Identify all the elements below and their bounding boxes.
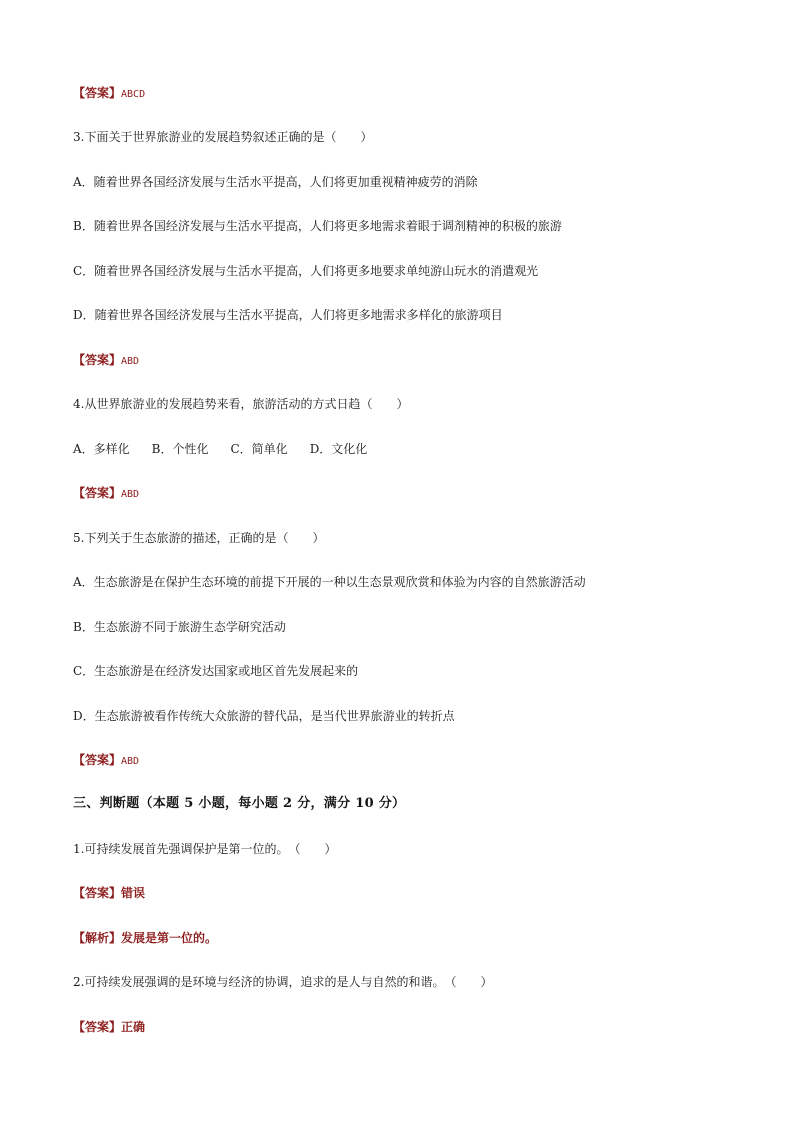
analysis-value: 发展是第一位的。 <box>121 931 218 945</box>
analysis-line-j1 <box>73 930 217 946</box>
answer-value: ABD <box>121 489 140 500</box>
answer-line-q5 <box>73 752 139 770</box>
answer-value: ABCD <box>121 89 146 100</box>
judgement-1-stem: 1.可持续发展首先强调保护是第一位的。 （ ） <box>73 842 337 856</box>
answer-value: ABD <box>121 356 140 367</box>
question-3-option-c: C．随着世界各国经济发展与生活水平提高，人们将更多地要求单纯游山玩水的消遣观光 <box>73 264 539 278</box>
answer-value: 正确 <box>121 1020 146 1034</box>
answer-value: ABD <box>121 756 140 767</box>
question-5-stem: 5.下列关于生态旅游的描述，正确的是（ ） <box>73 531 325 545</box>
question-5-option-c: C．生态旅游是在经济发达国家或地区首先发展起来的 <box>73 664 359 678</box>
question-3-option-a: A．随着世界各国经济发展与生活水平提高，人们将更加重视精神疲劳的消除 <box>73 175 478 189</box>
answer-line-q4 <box>73 485 139 503</box>
answer-tag: 【答案】 <box>73 353 122 367</box>
answer-tag: 【答案】 <box>73 1020 122 1034</box>
section-heading-judgement: 三、判断题（本题 5 小题，每小题 2 分，满分 10 分） <box>73 796 406 811</box>
question-3-option-b: B．随着世界各国经济发展与生活水平提高，人们将更多地需求着眼于调剂精神的积极的旅游 <box>73 219 562 233</box>
answer-line-j1 <box>73 885 145 901</box>
answer-tag: 【答案】 <box>73 753 122 767</box>
answer-line-q3 <box>73 352 139 370</box>
question-4-stem: 4.从世界旅游业的发展趋势来看，旅游活动的方式日趋（ ） <box>73 397 409 411</box>
answer-line-j2 <box>73 1019 145 1035</box>
answer-line-q2 <box>73 85 145 103</box>
answer-value: 错误 <box>121 886 146 900</box>
question-3-stem: 3.下面关于世界旅游业的发展趋势叙述正确的是（ ） <box>73 130 373 144</box>
question-3-option-d: D．随着世界各国经济发展与生活水平提高，人们将更多地需求多样化的旅游项目 <box>73 308 503 322</box>
answer-tag: 【答案】 <box>73 886 122 900</box>
question-4-option-d: D．文化化 <box>309 442 368 456</box>
question-4-option-a: A．多样化 <box>73 442 130 456</box>
question-5-option-a: A．生态旅游是在保护生态环境的前提下开展的一种以生态景观欣赏和体验为内容的自然旅游活动 <box>73 575 586 589</box>
answer-tag: 【答案】 <box>73 486 122 500</box>
answer-tag: 【答案】 <box>73 86 122 100</box>
analysis-tag: 【解析】 <box>73 931 122 945</box>
question-5-option-d: D．生态旅游被看作传统大众旅游的替代品，是当代世界旅游业的转折点 <box>73 709 455 723</box>
judgement-2-stem: 2.可持续发展强调的是环境与经济的协调，追求的是人与自然的和谐。 （ ） <box>73 975 493 989</box>
question-5-option-b: B．生态旅游不同于旅游生态学研究活动 <box>73 620 286 634</box>
question-4-options <box>73 441 367 457</box>
question-4-option-b: B．个性化 <box>151 442 209 456</box>
question-4-option-c: C．简单化 <box>230 442 288 456</box>
